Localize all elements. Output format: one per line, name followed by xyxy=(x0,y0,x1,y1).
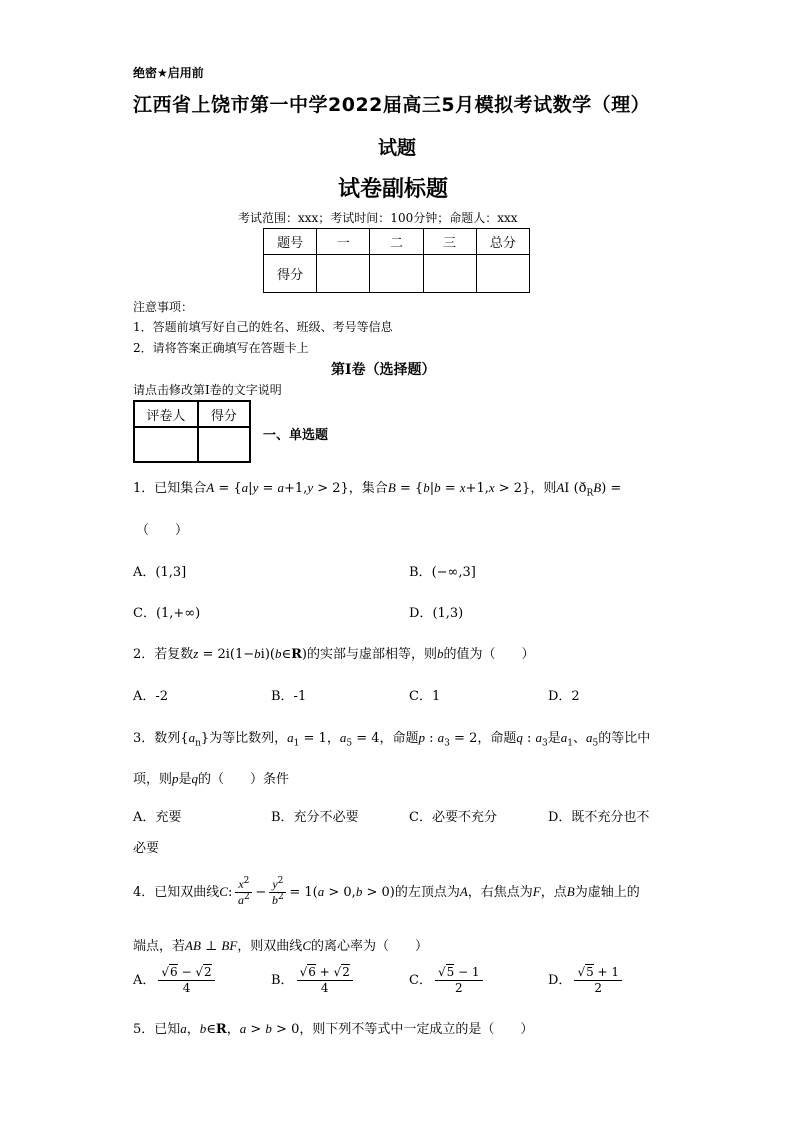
q4-option-c[interactable]: C． $\frac{√5 - 1}{2}$ xyxy=(409,963,486,999)
grader-header-cell: 评卷人 xyxy=(134,401,198,427)
section-title: 第I卷（选择题） xyxy=(331,362,436,378)
score-blank-cell xyxy=(370,255,423,293)
q3-option-d[interactable]: D．既不充分也不 xyxy=(548,810,650,825)
notes-item: 1．答题前填写好自己的姓名、班级、考号等信息 xyxy=(133,320,393,334)
question-4-line2: 端点，若AB ⊥ BF，则双曲线C的离心率为（ ） xyxy=(133,938,428,954)
q2-option-a[interactable]: A．-2 xyxy=(133,689,169,704)
score-blank-cell xyxy=(317,255,370,293)
question-3-line2: 项，则p是q的（ ）条件 xyxy=(133,771,290,787)
q3-option-d-wrap: 必要 xyxy=(133,841,160,856)
q3-option-a[interactable]: A．充要 xyxy=(133,810,182,825)
q2-option-c[interactable]: C．1 xyxy=(409,689,441,704)
q4-option-a[interactable]: A． $\frac{√6 - √2}{4}$ xyxy=(133,963,218,999)
score-row-label: 得分 xyxy=(264,255,317,293)
paper-title-line2: 试题 xyxy=(378,137,417,159)
grader-blank-cell xyxy=(134,427,198,462)
question-3: 3．数列$\{a_n\}$为等比数列，$a_1 = 1$，$a_5 = 4$，命题p : $a_3 = 2$，命题q : $a_3$是$a_1$、$a_5$的等比中 xyxy=(133,730,651,749)
exam-info: 考试范围：xxx；考试时间：100分钟；命题人：xxx xyxy=(238,211,518,225)
score-header-cell: 三 xyxy=(423,229,476,255)
score-table xyxy=(263,228,530,293)
part-title: 一、单选题 xyxy=(263,428,329,443)
q2-option-d[interactable]: D．2 xyxy=(548,689,580,704)
q2-option-b[interactable]: B．-1 xyxy=(271,689,307,704)
secret-label: 绝密★启用前 xyxy=(133,66,204,80)
q1-text: ，则 xyxy=(530,481,557,496)
q1-text: ，集合 xyxy=(348,481,388,496)
grader-table xyxy=(133,400,251,463)
grader-header-cell: 得分 xyxy=(198,401,250,427)
score-blank-cell xyxy=(476,255,529,293)
question-1: 1．已知集合A = {a|y = a+1,y > 2}，集合B = {b|b = x+1,x > 2}，则AI $(ð_RB)$ = xyxy=(133,480,622,499)
q4-option-b[interactable]: B． $\frac{√6 + √2}{4}$ xyxy=(271,963,356,999)
paper-subtitle: 试卷副标题 xyxy=(338,177,449,202)
section-instruction: 请点击修改第I卷的文字说明 xyxy=(133,383,282,397)
score-blank-cell xyxy=(423,255,476,293)
notes-item: 2．请将答案正确填写在答题卡上 xyxy=(133,341,309,355)
question-2: 2．若复数z = 2i(1−bi)(b∈R)的实部与虚部相等，则b的值为（ ） xyxy=(133,646,535,662)
q1-paren: （ ） xyxy=(136,523,189,538)
score-header-cell: 一 xyxy=(317,229,370,255)
q1-set-a: A xyxy=(206,480,215,495)
notes-title: 注意事项： xyxy=(133,300,194,314)
question-5: 5．已知a，b∈R，a > b > 0，则下列不等式中一定成立的是（ ） xyxy=(133,1021,534,1037)
score-header-cell: 二 xyxy=(370,229,423,255)
q1-option-b[interactable]: B．(−∞,3] xyxy=(409,565,476,580)
q1-option-d[interactable]: D．(1,3) xyxy=(409,606,464,621)
q1-option-a[interactable]: A．(1,3] xyxy=(133,565,187,580)
score-header-cell: 总分 xyxy=(476,229,529,255)
question-4: 4．已知双曲线C: $\frac{x^2}{a^2}$ − $\frac{y^2}{b^2}$ = 1(a > 0,b > 0)的左顶点为A，右焦点为F，点B为虚轴上的 xyxy=(133,876,640,907)
grader-blank-cell xyxy=(198,427,250,462)
paper-title-line1: 江西省上饶市第一中学2022届高三5月模拟考试数学（理） xyxy=(133,94,651,116)
q3-option-c[interactable]: C．必要不充分 xyxy=(409,810,497,825)
q1-option-c[interactable]: C．(1,+∞) xyxy=(133,606,201,621)
q4-option-d[interactable]: D． $\frac{√5 + 1}{2}$ xyxy=(548,963,625,999)
q3-option-b[interactable]: B．充分不必要 xyxy=(271,810,359,825)
q1-text: 1．已知集合 xyxy=(133,481,207,496)
score-header-cell: 题号 xyxy=(264,229,317,255)
